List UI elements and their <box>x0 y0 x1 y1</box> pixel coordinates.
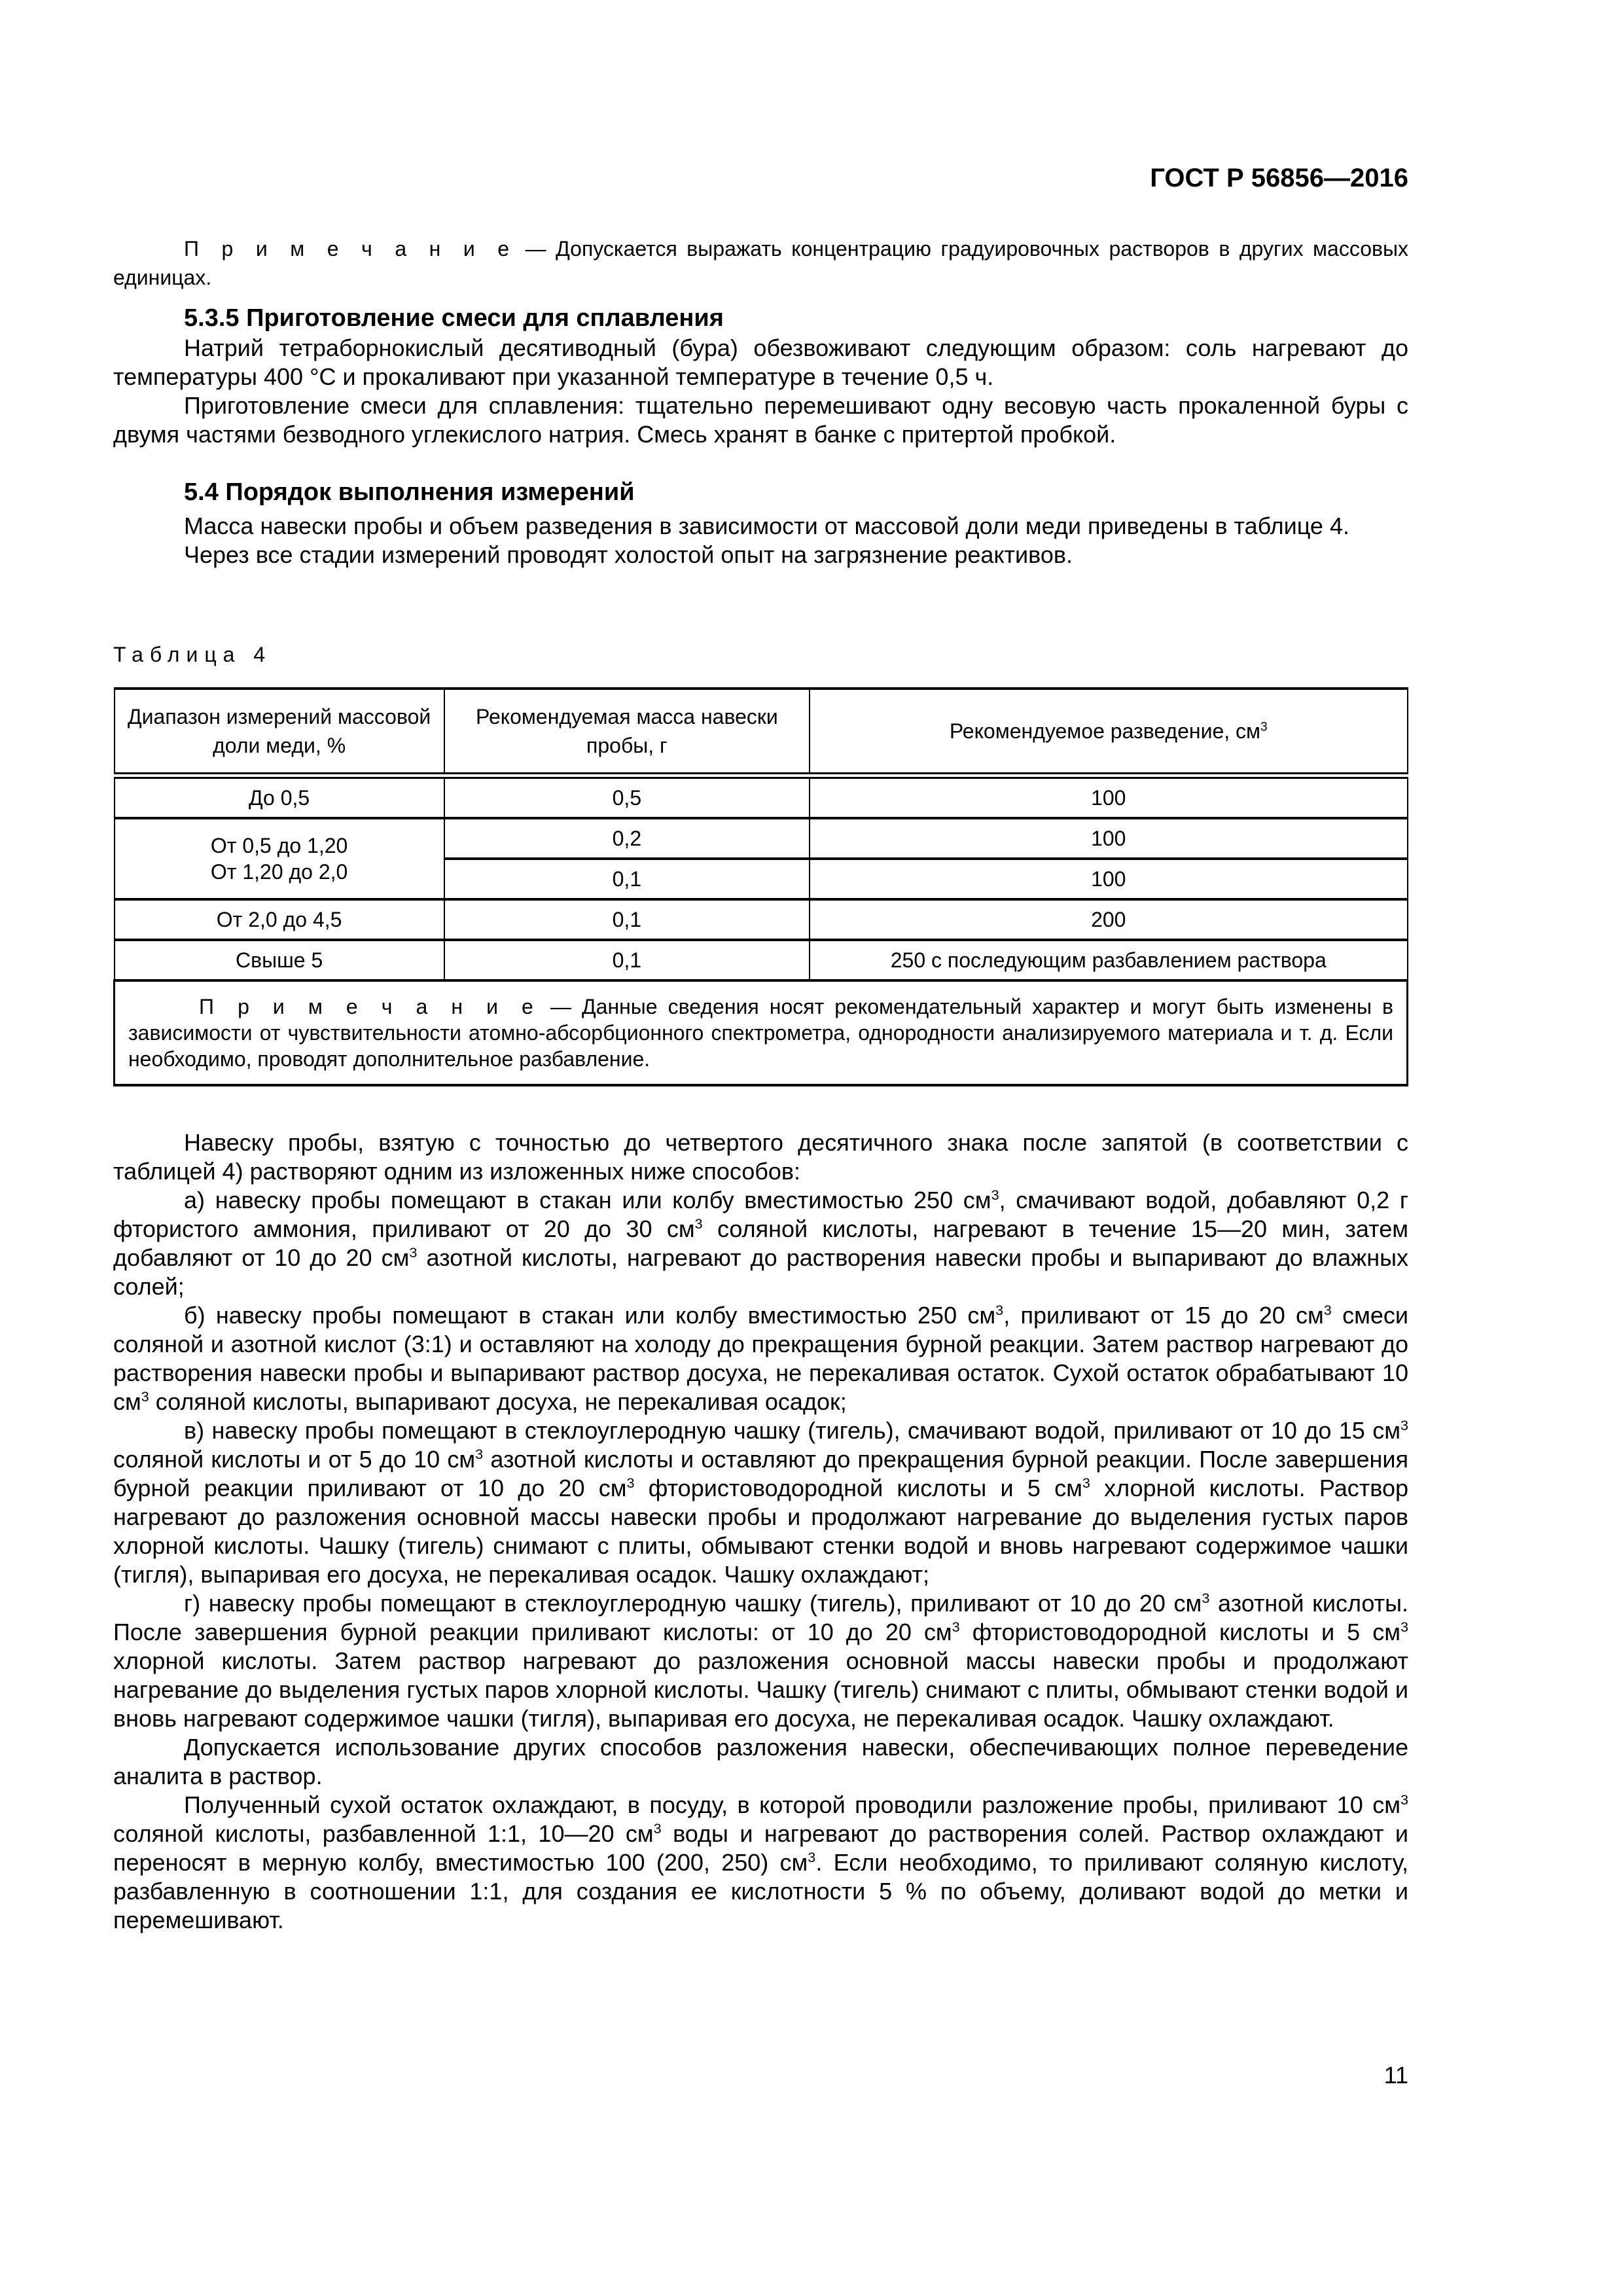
table-caption: Таблица 4 <box>113 643 272 666</box>
header-range: Диапазон измерений массовой доли меди, % <box>115 689 444 776</box>
paragraph: Через все стадии измерений проводят холостой опыт на загрязнение реактивов. <box>184 541 1073 568</box>
paragraph-allowed: Допускается использование других способов разложения навески, обеспечивающих полное переведение аналита в раствор. <box>113 1734 1408 1789</box>
table-row: Свыше 5 0,1 250 с последующим разбавлением раствора <box>115 940 1408 980</box>
note-label: П р и м е ч а н и е <box>184 237 516 260</box>
table-row: 0,1 100 <box>115 859 1408 899</box>
table-4 <box>113 687 1408 1086</box>
section-title: 5.4 Порядок выполнения измерений <box>184 478 635 506</box>
section-5-4 <box>113 476 1408 569</box>
paragraph: Приготовление смеси для сплавления: тщательно перемешивают одну весовую часть прокаленной буры с двумя частями безводного углекислого натрия. Смесь хранят в банке с притертой пробкой. <box>113 392 1408 448</box>
section-5-3-5 <box>113 302 1408 449</box>
paragraph: Натрий тетраборнокислый десятиводный (бура) обезвоживают следующим образом: соль нагревают до температуры 400 °С и прокаливают при указанной температуре в течение 0,5 ч. <box>113 334 1408 390</box>
note-graduation <box>113 234 1408 292</box>
paragraph: Масса навески пробы и объем разведения в зависимости от массовой доли меди приведены в таблице 4. <box>184 512 1349 539</box>
header-mass: Рекомендуемая масса навески пробы, г <box>444 689 810 776</box>
method-v: в) навеску пробы помещают в стеклоуглеродную чашку (тигель), смачивают водой, приливают от 10 до 15 $см^3$ соляной кислоты и от 5 до 10 $см^3$ азотной кислоты и оставляют до прекращения бурной реакции. После завершения бурной реакции приливают от 10 до 20 $см^3$ фтористоводородной кислоты и 5 $см^3$ хлорной кислоты. Раствор нагревают до разложения основной массы навески пробы и продолжают нагревание до выделения густых паров хлорной кислоты. Чашку (тигель) снимают с плиты, обмывают стенки водой и вновь нагревают содержимое чашки (тигля), выпаривая его досуха, не перекаливая осадок. Чашку охлаждают; <box>113 1417 1408 1588</box>
method-a: а) навеску пробы помещают в стакан или колбу вместимостью 250 $см^3$, смачивают водой, добавляют 0,2 г фтористого аммония, приливают от 20 до 30 $см^3$ соляной кислоты, нагревают в течение 15—20 мин, затем добавляют от 10 до 20 $см^3$ азотной кислоты, нагревают до растворения навески пробы и выпаривают до влажных солей; <box>113 1187 1408 1300</box>
section-title: 5.3.5 Приготовление смеси для сплавления <box>184 304 724 332</box>
note-text: — Допускается выражать концентрацию градуировочных растворов в других массовых единицах. <box>113 237 1409 289</box>
table-row: От 0,5 до 1,20 От 1,20 до 2,0 0,2 100 <box>115 818 1408 859</box>
table-row: До 0,5 0,5 100 <box>115 776 1408 818</box>
procedure-body <box>113 1128 1408 1935</box>
table-row: От 2,0 до 4,5 0,1 200 <box>115 899 1408 940</box>
table-header-row <box>115 689 1408 776</box>
document-code: ГОСТ Р 56856—2016 <box>1150 164 1408 192</box>
paragraph-intro: Навеску пробы, взятую с точностью до четвертого десятичного знака после запятой (в соответствии с таблицей 4) растворяют одним из изложенных ниже способов: <box>113 1129 1408 1185</box>
header-dilution: Рекомендуемое разведение, $см^3$ <box>810 689 1407 776</box>
paragraph-final: Полученный сухой остаток охлаждают, в посуду, в которой проводили разложение пробы, приливают 10 $см^3$ соляной кислоты, разбавленной 1:1, 10—20 $см^3$ воды и нагревают до растворения солей. Раствор охлаждают и переносят в мерную колбу, вместимостью 100 (200, 250) $см^3$. Если необходимо, то приливают соляную кислоту, разбавленную в соотношении 1:1, для создания ее кислотности 5 % по объему, доливают водой до метки и перемешивают. <box>113 1791 1408 1933</box>
table-note-row: П р и м е ч а н и е — Данные сведения носят рекомендательный характер и могут быть изменены в зависимости от чувствительности атомно-абсорбционного спектрометра, однородности анализируемого материала и т. д. Если необходимо, проводят дополнительное разбавление. <box>115 980 1408 1085</box>
method-g: г) навеску пробы помещают в стеклоуглеродную чашку (тигель), приливают от 10 до 20 $см^3$ азотной кислоты. После завершения бурной реакции приливают кислоты: от 10 до 20 $см^3$ фтористоводородной кислоты и 5 $см^3$ хлорной кислоты. Затем раствор нагревают до разложения основной массы навески пробы и продолжают нагревание до выделения густых паров хлорной кислоты. Чашку (тигель) снимают с плиты, обмывают стенки водой и вновь нагревают содержимое чашки (тигля), выпаривая его досуха, не перекаливая осадок. Чашку охлаждают. <box>113 1590 1409 1732</box>
page-number: 11 <box>1383 2062 1408 2089</box>
method-b: б) навеску пробы помещают в стакан или колбу вместимостью 250 $см^3$, приливают от 15 до 20 $см^3$ смеси соляной и азотной кислот (3:1) и оставляют на холоду до прекращения бурной реакции. Затем раствор нагревают до растворения навески пробы и выпаривают раствор досуха, не перекаливая остаток. Сухой остаток обрабатывают 10 $см^3$ соляной кислоты, выпаривают досуха, не перекаливая осадок; <box>113 1302 1408 1415</box>
